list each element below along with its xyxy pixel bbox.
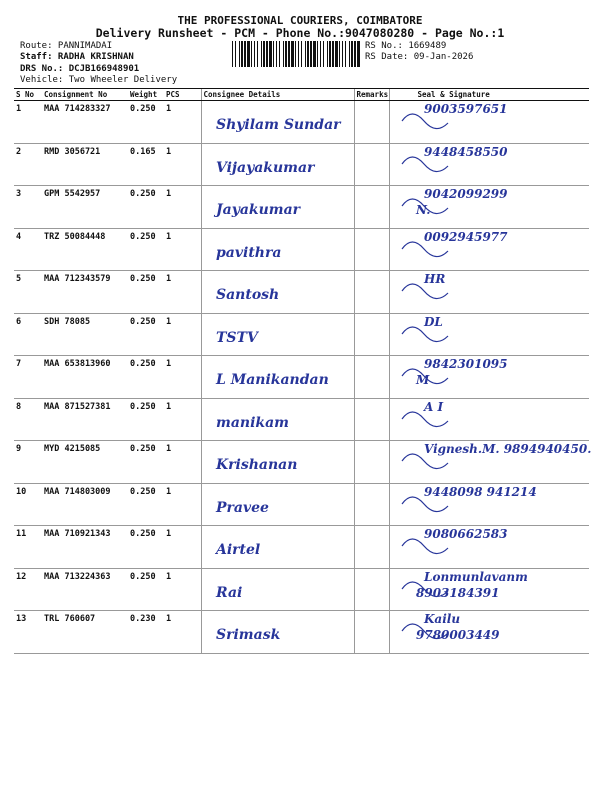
barcode-bar [357,41,360,67]
consignee-handwriting [202,356,354,398]
barcode-bar [261,41,262,67]
signature-handwriting [390,399,590,441]
signature-handwriting [390,484,590,526]
table-row [14,483,589,526]
row-pcs: 1 [164,483,201,526]
seal-text: 8903184391 [415,585,499,600]
seal-text: DL [423,314,443,329]
barcode-bar [329,41,331,67]
barcode-bar [291,41,294,67]
row-remarks [354,143,389,186]
barcode-bar [301,41,302,67]
seal-text: N. [415,203,430,217]
company-name: THE PROFESSIONAL COURIERS, COIMBATORE [177,14,423,27]
col-consignment: Consignment No [42,89,128,101]
row-pcs: 1 [164,398,201,441]
consignee-handwriting [202,229,354,271]
row-remarks [354,313,389,356]
barcode-bar [313,41,316,67]
col-weight: Weight [128,89,164,101]
barcode-bar [298,41,299,67]
consignee-name: Shyilam Sundar [215,117,341,133]
route-label: Route: PANNIMADAI [20,41,113,51]
row-remarks [354,526,389,569]
signature-scribble [402,242,448,257]
signature-scribble [402,284,448,299]
barcode-bar [323,41,324,67]
drs-number: DRS No.: DCJB166948901 [20,64,140,74]
barcode-bar [241,41,243,67]
row-consignment: MYD 4215085 [42,441,128,484]
row-remarks [354,398,389,441]
table-row [14,611,589,654]
row-remarks [354,483,389,526]
consignee-handwriting [202,441,354,483]
row-consignee [201,568,354,611]
barcode-bar [257,41,258,67]
row-seal [389,611,589,654]
row-consignment: MAA 714283327 [42,101,128,144]
barcode-bar [288,41,290,67]
row-consignment: SDH 78085 [42,313,128,356]
row-weight: 0.250 [128,271,164,314]
barcode-bar [269,41,272,67]
row-pcs: 1 [164,271,201,314]
row-sno: 8 [14,398,42,441]
row-sno: 1 [14,101,42,144]
consignee-handwriting [202,611,354,653]
barcode-bar [239,41,240,67]
table-row [14,526,589,569]
row-seal [389,526,589,569]
signature-handwriting [390,229,590,271]
table-row [14,101,589,144]
seal-text: 9842301095 [423,357,507,371]
row-weight: 0.250 [128,228,164,271]
row-seal [389,356,589,399]
barcode-bar [354,41,356,67]
barcode-bar [339,41,340,67]
seal-text: HR [423,272,445,286]
seal-text: 9042099299 [423,187,507,201]
row-weight: 0.250 [128,356,164,399]
barcode-bar [305,41,306,67]
signature-handwriting [390,271,590,313]
rs-date: RS Date: 09-Jan-2026 [365,52,474,62]
seal-text: 9080662583 [423,527,507,541]
barcode-bar [254,41,255,67]
staff-label: Staff: RADHA KRISHNAN [20,52,134,62]
row-remarks [354,356,389,399]
row-pcs: 1 [164,526,201,569]
row-consignment: GPM 5542957 [42,186,128,229]
seal-text: Vignesh.M. 9894940450. [423,442,591,456]
signature-scribble [402,327,448,342]
barcode-bar [247,41,250,67]
row-weight: 0.250 [128,568,164,611]
seal-text: Lonmunlavanm [423,569,528,584]
row-sno: 2 [14,143,42,186]
row-sno: 7 [14,356,42,399]
consignee-name: Airtel [215,542,260,558]
consignee-name: L Manikandan [215,372,329,388]
barcode-bar [317,41,318,67]
row-seal [389,228,589,271]
consignee-name: Pravee [215,499,269,516]
consignee-handwriting [202,484,354,526]
row-remarks [354,271,389,314]
consignee-handwriting [202,101,354,143]
barcode-bar [351,41,353,67]
row-pcs: 1 [164,356,201,399]
consignee-name: Santosh [215,287,279,303]
row-weight: 0.250 [128,398,164,441]
signature-scribble [402,114,448,129]
row-seal [389,441,589,484]
row-seal [389,568,589,611]
row-pcs: 1 [164,101,201,144]
consignee-name: Srimask [215,627,280,643]
barcode-bar [273,41,274,67]
row-weight: 0.250 [128,313,164,356]
signature-scribble [402,454,448,469]
signature-scribble [402,412,448,427]
signature-handwriting [390,101,590,143]
signature-handwriting [390,441,590,483]
row-sno: 10 [14,483,42,526]
row-sno: 9 [14,441,42,484]
row-weight: 0.165 [128,143,164,186]
seal-text: 9780003449 [415,628,499,642]
row-consignee [201,271,354,314]
signature-scribble [402,157,448,172]
consignee-name: TSTV [215,329,258,346]
barcode-bar [307,41,309,67]
table-row [14,398,589,441]
consignee-handwriting [202,569,354,611]
barcode-bar [295,41,296,67]
row-weight: 0.250 [128,526,164,569]
barcode-bar [342,41,343,67]
row-consignment: MAA 871527381 [42,398,128,441]
row-consignee [201,186,354,229]
barcode-bar [266,41,268,67]
consignee-handwriting [202,526,354,568]
barcode-bar [263,41,265,67]
barcode-bar [279,41,280,67]
signature-handwriting [390,314,590,356]
row-sno: 6 [14,313,42,356]
consignee-name: Krishanan [215,457,297,473]
row-consignment: MAA 713224363 [42,568,128,611]
col-remarks: Remarks [354,89,389,101]
row-consignment: TRL 760607 [42,611,128,654]
row-remarks [354,186,389,229]
barcode-bar [335,41,338,67]
signature-handwriting [390,526,590,568]
row-consignee [201,228,354,271]
row-weight: 0.250 [128,186,164,229]
row-seal [389,271,589,314]
row-pcs: 1 [164,568,201,611]
row-pcs: 1 [164,186,201,229]
row-sno: 12 [14,568,42,611]
row-sno: 5 [14,271,42,314]
row-consignee [201,398,354,441]
barcode-bar [320,41,321,67]
row-seal [389,313,589,356]
row-sno: 3 [14,186,42,229]
row-weight: 0.250 [128,441,164,484]
consignee-name: Vijayakumar [215,159,314,176]
col-seal: Seal & Signature [389,89,589,101]
row-weight: 0.230 [128,611,164,654]
row-seal [389,101,589,144]
consignee-name: Jayakumar [215,202,300,218]
barcode-bar [235,41,236,67]
seal-text: 9448098 941214 [423,484,537,499]
barcode-bar [285,41,287,67]
table-row [14,228,589,271]
signature-handwriting [390,186,590,228]
signature-scribble [402,497,448,512]
row-consignee [201,611,354,654]
barcode-bar [310,41,312,67]
vehicle-label: Vehicle: Two Wheeler Delivery [20,75,178,85]
row-sno: 11 [14,526,42,569]
rs-number: RS No.: 1669489 [365,41,447,51]
row-consignment: TRZ 50084448 [42,228,128,271]
consignee-name: pavithra [215,244,281,261]
row-consignee [201,356,354,399]
row-consignee [201,313,354,356]
seal-text: Kailu [423,612,460,626]
seal-text: 9448458550 [423,144,507,159]
consignee-handwriting [202,144,354,186]
row-seal [389,483,589,526]
row-consignment: RMD 3056721 [42,143,128,186]
row-consignee [201,143,354,186]
barcode-image [232,41,360,67]
table-row [14,313,589,356]
row-pcs: 1 [164,441,201,484]
table-row [14,186,589,229]
runsheet-title: Delivery Runsheet - PCM - Phone No.:9047080280 - Page No.:1 [95,26,505,40]
seal-text: 9003597651 [423,102,507,116]
table-row [14,356,589,399]
row-consignee [201,441,354,484]
row-remarks [354,228,389,271]
row-seal [389,143,589,186]
signature-handwriting [390,611,590,653]
barcode-bar [244,41,246,67]
row-consignment: MAA 653813960 [42,356,128,399]
row-weight: 0.250 [128,483,164,526]
row-consignment: MAA 712343579 [42,271,128,314]
table-row [14,143,589,186]
table-row [14,441,589,484]
col-pcs: PCS [164,89,201,101]
barcode-bar [283,41,284,67]
row-weight: 0.250 [128,101,164,144]
row-pcs: 1 [164,228,201,271]
col-sno: S No [14,89,42,101]
barcode-bar [345,41,346,67]
barcode-bar [251,41,252,67]
row-consignment: MAA 714803009 [42,483,128,526]
row-consignee [201,483,354,526]
row-pcs: 1 [164,313,201,356]
consignee-name: Rai [215,584,242,601]
row-consignee [201,101,354,144]
barcode-bar [232,41,233,67]
runsheet-table [14,88,589,654]
table-row [14,568,589,611]
seal-text: 0092945977 [423,229,507,244]
seal-text: M [415,373,429,387]
row-remarks [354,101,389,144]
consignee-handwriting [202,314,354,356]
consignee-name: manikam [215,414,289,431]
seal-text: A I [423,399,443,414]
signature-handwriting [390,569,590,611]
row-sno: 4 [14,228,42,271]
row-consignee [201,526,354,569]
row-consignment: MAA 710921343 [42,526,128,569]
consignee-handwriting [202,271,354,313]
barcode-bar [349,41,350,67]
signature-handwriting [390,144,590,186]
row-remarks [354,441,389,484]
barcode-bar [332,41,334,67]
barcode-bar [276,41,277,67]
row-remarks [354,568,389,611]
row-remarks [354,611,389,654]
table-row [14,271,589,314]
consignee-handwriting [202,186,354,228]
col-consignee: Consignee Details [201,89,354,101]
table-header-row [14,89,589,101]
row-sno: 13 [14,611,42,654]
row-pcs: 1 [164,611,201,654]
signature-handwriting [390,356,590,398]
signature-scribble [402,539,448,554]
row-pcs: 1 [164,143,201,186]
row-seal [389,398,589,441]
barcode-bar [327,41,328,67]
row-seal [389,186,589,229]
consignee-handwriting [202,399,354,441]
